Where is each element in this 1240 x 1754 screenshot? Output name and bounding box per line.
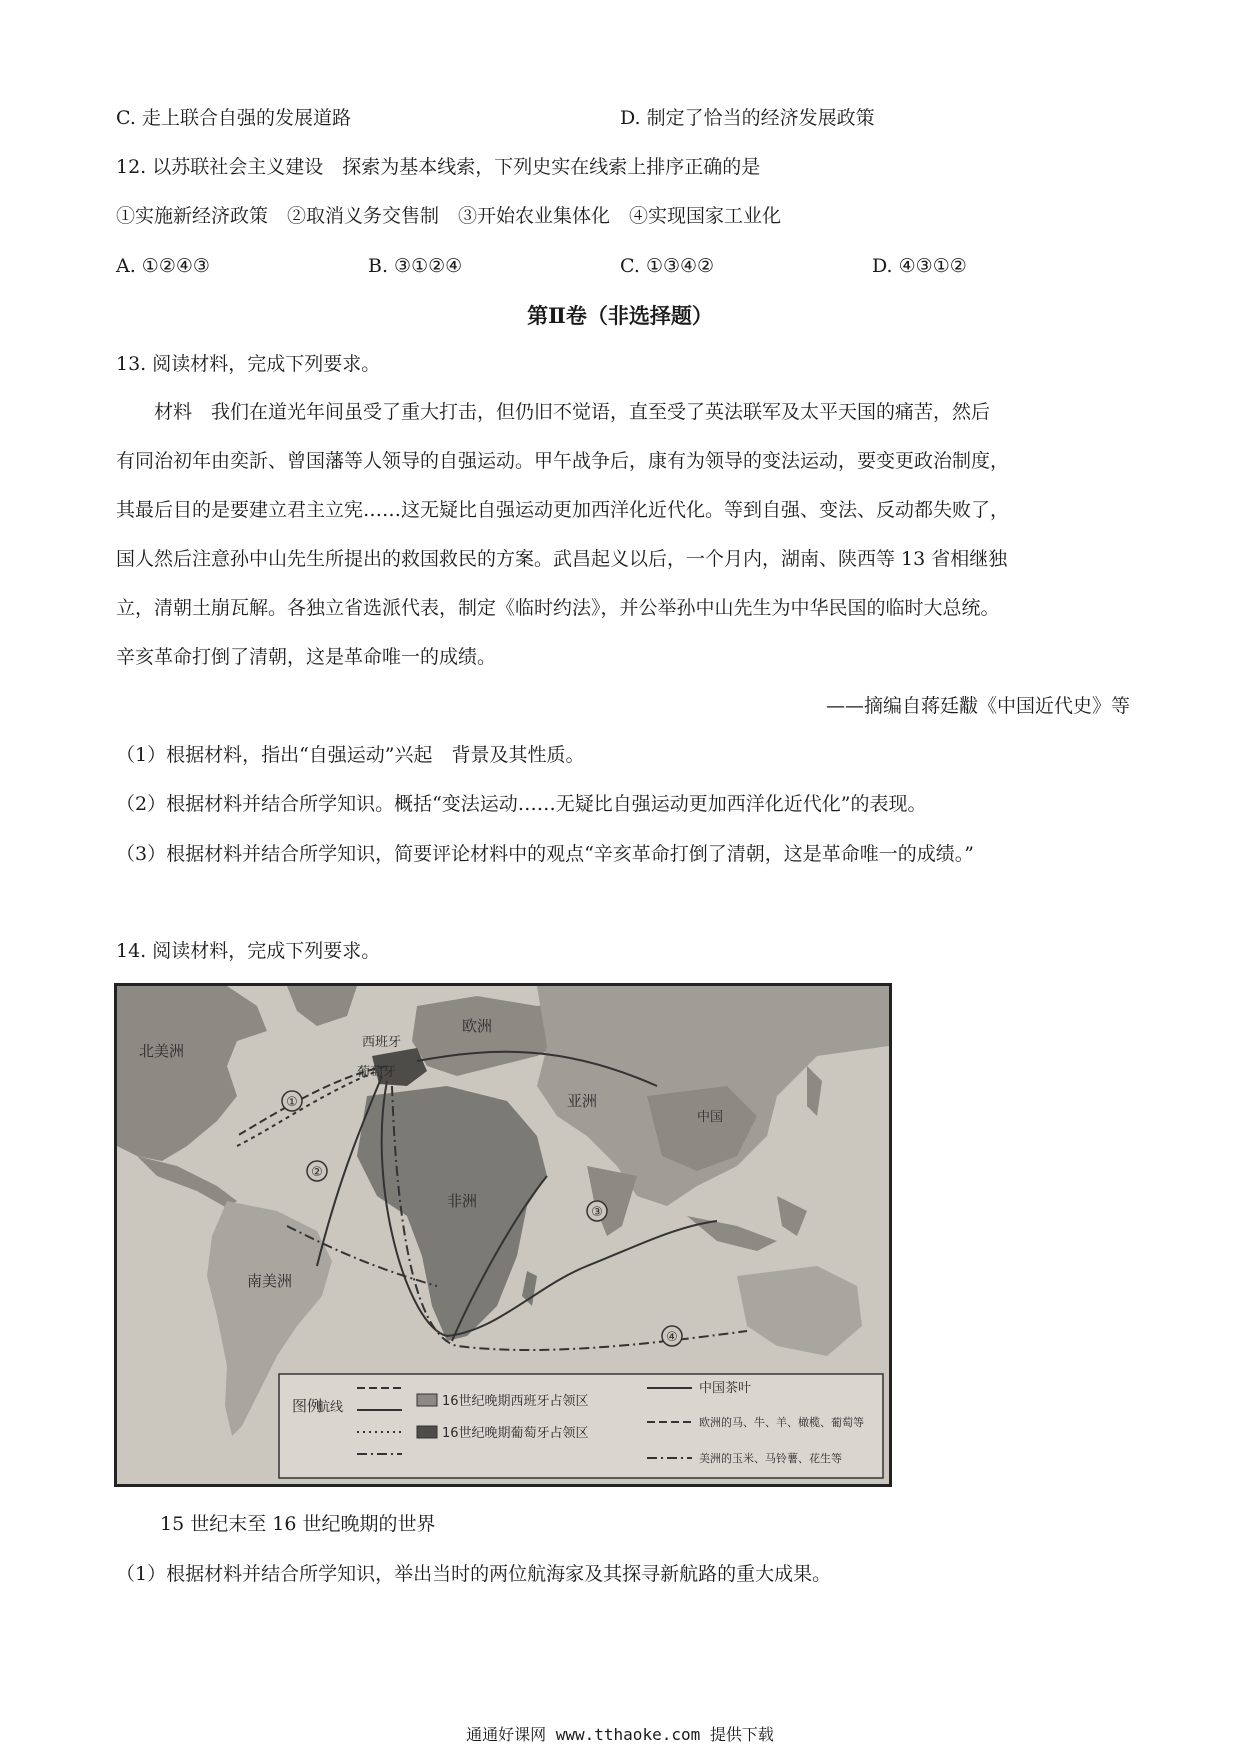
route-marker-1: ①: [286, 1095, 298, 1110]
legend-europe-goods: 欧洲的马、牛、羊、橄榄、葡萄等: [699, 1416, 864, 1429]
q14-stem: 14. 阅读材料，完成下列要求。: [116, 940, 381, 962]
legend-title: 图例: [292, 1397, 323, 1415]
legend-routes-label: 航线: [317, 1400, 344, 1415]
label-south-america: 南美洲: [247, 1272, 293, 1290]
q13-sub2: （2）根据材料并结合所学知识。概括“变法运动……无疑比自强运动更加西洋化近代化”的表现。: [116, 793, 927, 815]
q11-option-d: D. 制定了恰当的经济发展政策: [620, 107, 875, 129]
q12-stem: 12. 以苏联社会主义建设 探索为基本线索，下列史实在线索上排序正确的是: [116, 156, 761, 178]
q12-option-c: C. ①③④②: [620, 255, 715, 277]
q13-sub3: （3）根据材料并结合所学知识，简要评论材料中的观点“辛亥革命打倒了清朝，这是革命唯一的成绩。”: [116, 843, 975, 865]
q13-material-line: 其最后目的是要建立君主立宪……这无疑比自强运动更加西洋化近代化。等到自强、变法、反动都失败了，: [116, 499, 1010, 521]
q12-option-b: B. ③①②④: [368, 255, 463, 277]
label-north-america: 北美洲: [139, 1042, 185, 1060]
legend-americas-goods: 美洲的玉米、马铃薯、花生等: [699, 1452, 842, 1465]
label-africa: 非洲: [447, 1192, 478, 1210]
q13-material-line: 立，清朝土崩瓦解。各独立省选派代表，制定《临时约法》，并公举孙中山先生为中华民国的临时大总统。: [116, 597, 1000, 619]
route-marker-3: ③: [591, 1205, 603, 1220]
section-title: 第Ⅱ卷（非选择题）: [527, 303, 713, 328]
q13-stem: 13. 阅读材料，完成下列要求。: [116, 353, 381, 375]
label-spain: 西班牙: [362, 1035, 402, 1050]
q14-sub1: （1）根据材料并结合所学知识，举出当时的两位航海家及其探寻新航路的重大成果。: [116, 1563, 832, 1585]
q11-option-c: C. 走上联合自强的发展道路: [116, 107, 351, 129]
q13-sub1: （1）根据材料，指出“自强运动”兴起 背景及其性质。: [116, 744, 585, 766]
route-marker-4: ④: [666, 1330, 678, 1345]
map-caption: 15 世纪末至 16 世纪晚期的世界: [160, 1513, 436, 1535]
page-footer: 通通好课网 www.tthaoke.com 提供下载: [466, 1725, 774, 1744]
q13-material-line: 国人然后注意孙中山先生所提出的救国救民的方案。武昌起义以后，一个月内，湖南、陕西等 13 省相继独: [116, 548, 1008, 570]
q13-material-line: 材料 我们在道光年间虽受了重大打击，但仍旧不觉语，直至受了英法联军及太平天国的痛苦，然后: [116, 401, 991, 423]
world-map-svg: [117, 986, 889, 1484]
label-europe: 欧洲: [462, 1017, 493, 1035]
map-legend: [279, 1374, 883, 1478]
q13-material-line: 有同治初年由奕訢、曾国藩等人领导的自强运动。甲午战争后，康有为领导的变法运动，要变更政治制度，: [116, 450, 1010, 472]
q12-items: ①实施新经济政策 ②取消义务交售制 ③开始农业集体化 ④实现国家工业化: [116, 205, 782, 227]
label-portugal: 葡萄牙: [357, 1065, 397, 1080]
q12-option-a: A. ①②④③: [116, 255, 210, 277]
q13-source: ——摘编自蒋廷黻《中国近代史》等: [825, 695, 1130, 717]
q12-option-d: D. ④③①②: [872, 255, 967, 277]
label-china: 中国: [697, 1110, 724, 1125]
route-marker-2: ②: [311, 1165, 323, 1180]
legend-spain-area: 16世纪晚期西班牙占领区: [442, 1394, 589, 1409]
legend-china-tea: 中国茶叶: [699, 1381, 752, 1396]
label-asia: 亚洲: [567, 1092, 598, 1110]
q13-material-line: 辛亥革命打倒了清朝，这是革命唯一的成绩。: [116, 646, 497, 668]
legend-portugal-area: 16世纪晚期葡萄牙占领区: [442, 1426, 589, 1441]
world-map-figure: [114, 983, 892, 1487]
